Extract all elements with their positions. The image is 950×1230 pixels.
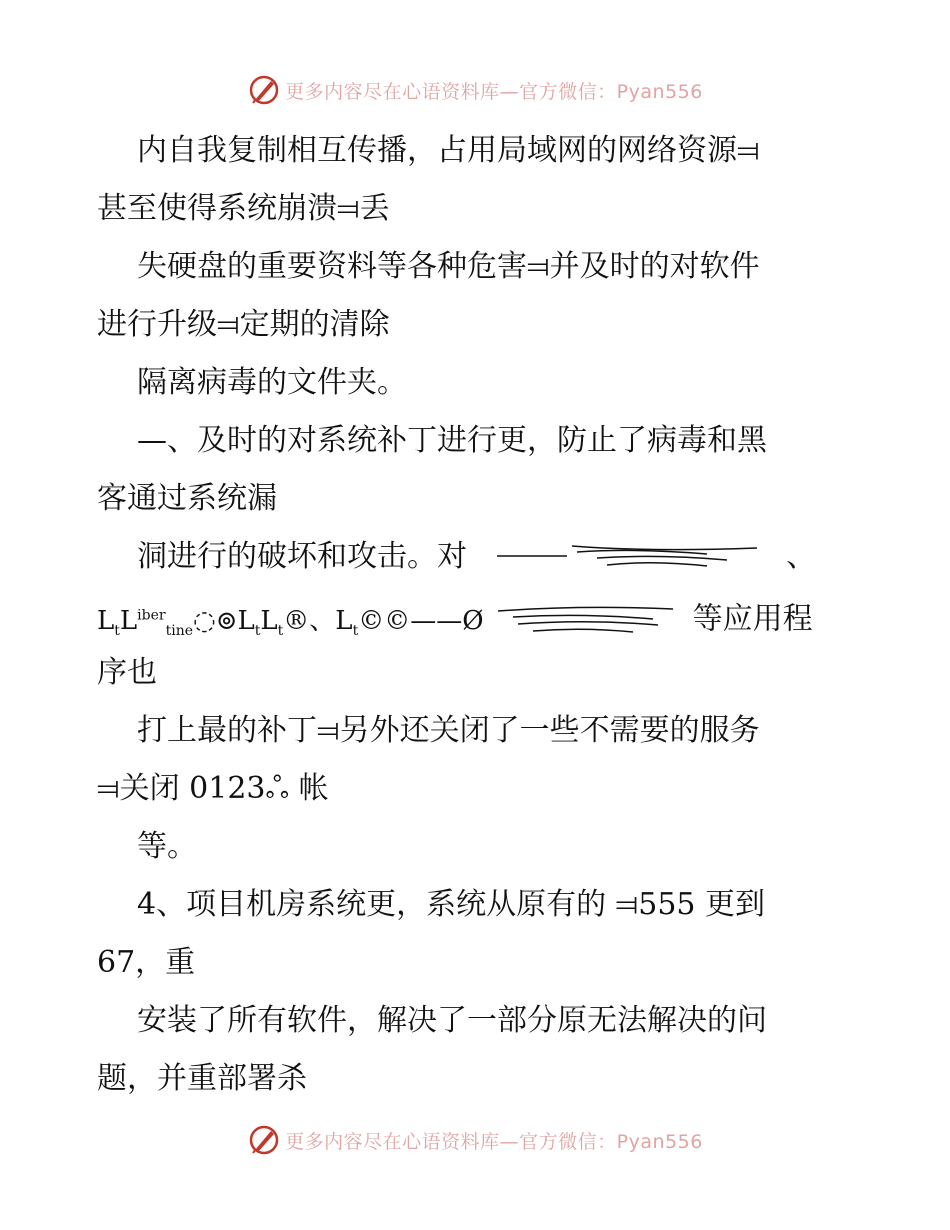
text-line-with-garbled-glyphs: [97, 528, 857, 586]
garbled-wave-glyph: [477, 538, 777, 578]
text-line: 打上最的补丁⫤另外还关闭了一些不需要的服务: [137, 713, 760, 748]
text-line: 等。: [137, 829, 197, 864]
text-fragment: 等应用程: [692, 601, 813, 637]
text-fragment: 洞进行的破坏和攻击。对: [137, 539, 467, 574]
quill-pen-logo-icon: [247, 1123, 281, 1157]
text-line-with-garbled-glyphs: [97, 586, 857, 644]
garbled-symbol: ஃ: [265, 771, 290, 806]
text-line: 安装了所有软件，解决了一部分原无法解决的问: [137, 1003, 767, 1038]
garbled-wave-glyph: [493, 601, 683, 641]
text-line: 序也: [97, 655, 157, 690]
text-line: 客通过系统漏: [97, 481, 277, 516]
footer-watermark: [0, 1120, 950, 1160]
watermark-text: 更多内容尽在心语资料库—官方微信：Pyan556: [285, 80, 703, 103]
text-line: 题，并重部署杀: [97, 1061, 307, 1096]
text-line: 内自我复制相互传播，占用局域网的网络资源⫤: [137, 133, 760, 168]
watermark-text: 更多内容尽在心语资料库—官方微信：Pyan556: [285, 1130, 703, 1153]
text-line: 隔离病毒的文件夹。: [137, 365, 407, 400]
text-line: 进行升级⫤定期的清除: [97, 307, 390, 342]
document-body: [97, 122, 857, 1108]
quill-pen-logo-icon: [247, 73, 281, 107]
text-fragment: 帐: [298, 771, 329, 806]
header-watermark: [0, 70, 950, 110]
text-line: —、及时的对系统补丁进行更，防止了病毒和黑: [137, 423, 767, 458]
text-fragment: ⫤关闭 0123: [97, 771, 266, 806]
text-line: 4、项目机房系统更，系统从原有的 ⫤555 更到: [137, 887, 766, 922]
text-fragment: 、: [786, 539, 817, 574]
text-line-with-garbled-glyphs: [97, 760, 857, 818]
text-line: 失硬盘的重要资料等各种危害⫤并及时的对软件: [137, 249, 760, 284]
garbled-text: $L_tL^{iber}_{tine}◌⊚L_tL_t®$、$L_t©©——Ø$: [97, 605, 484, 639]
text-line: 甚至使得系统崩溃⫤丢: [97, 191, 390, 226]
text-line: 67，重: [97, 945, 196, 980]
